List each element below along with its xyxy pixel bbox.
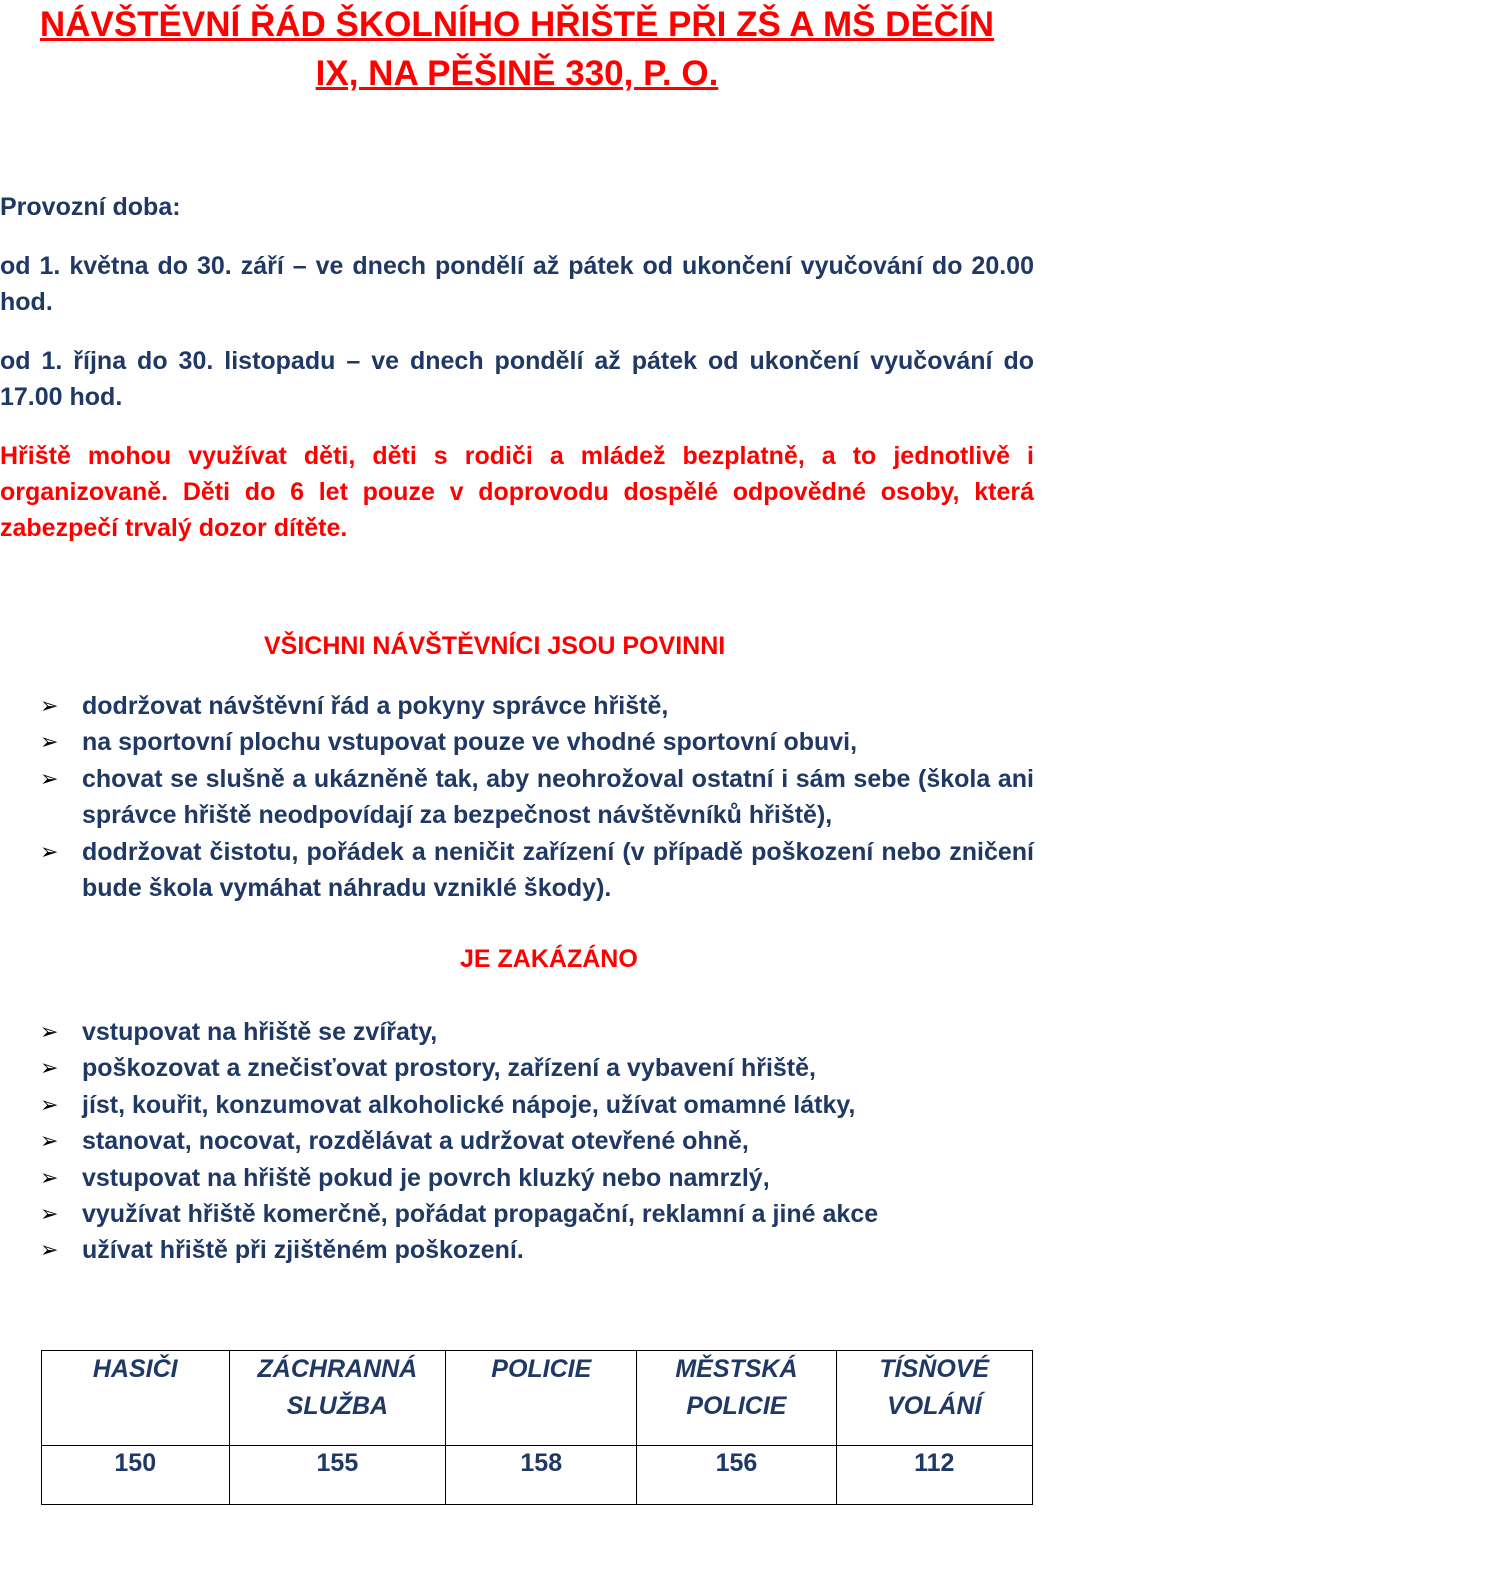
list-item: ➢ na sportovní plochu vstupovat pouze ve vhodné sportovní obuvi,	[40, 724, 1034, 760]
emergency-numbers-table	[41, 1350, 1033, 1505]
arrow-bullet-icon: ➢	[40, 1128, 59, 1154]
arrow-bullet-icon: ➢	[40, 693, 59, 718]
number-emergency-call: 112	[836, 1446, 1032, 1505]
arrow-bullet-icon: ➢	[40, 1055, 59, 1081]
arrow-bullet-icon: ➢	[40, 1164, 59, 1190]
list-item: ➢ vstupovat na hřiště se zvířaty,	[40, 1014, 1034, 1050]
list-item: ➢ jíst, kouřit, konzumovat alkoholické nápoje, užívat omamné látky,	[40, 1087, 1034, 1123]
header-firefighters: HASIČI	[42, 1351, 230, 1446]
arrow-bullet-icon: ➢	[40, 838, 59, 864]
number-firefighters: 150	[42, 1446, 230, 1505]
list-item: ➢ vstupovat na hřiště pokud je povrch kluzký nebo namrzlý,	[40, 1160, 1034, 1196]
number-ambulance: 155	[229, 1446, 446, 1505]
hours-period-summer: od 1. května do 30. září – ve dnech pondělí až pátek od ukončení vyučování do 20.00 hod.	[0, 252, 1034, 316]
list-item: ➢ dodržovat návštěvní řád a pokyny správce hřiště,	[40, 688, 1034, 724]
prohibited-heading: JE ZAKÁZÁNO	[460, 945, 638, 973]
header-emergency-call: TÍSŇOVÉ VOLÁNÍ	[836, 1351, 1032, 1446]
hours-label: Provozní doba:	[0, 193, 181, 221]
duties-heading: VŠICHNI NÁVŠTĚVNÍCI JSOU POVINNI	[264, 632, 726, 660]
title-line-1: NÁVŠTĚVNÍ ŘÁD ŠKOLNÍHO HŘIŠTĚ PŘI ZŠ A MŠ DĚČÍN	[39, 5, 995, 44]
table-header-row	[42, 1351, 1033, 1446]
list-item: ➢ dodržovat čistotu, pořádek a neničit zařízení (v případě poškození nebo zničení bude škola vymáhat náhradu vzniklé škody).	[40, 834, 1034, 907]
usage-notice: Hřiště mohou využívat děti, děti s rodiči a mládež bezplatně, a to jednotlivě i organizovaně. Děti do 6 let pouze v doprovodu dospělé odpovědné osoby, která zabezpečí trvalý dozor dítěte.	[0, 442, 1034, 542]
list-item: ➢ využívat hřiště komerčně, pořádat propagační, reklamní a jiné akce	[40, 1196, 1034, 1232]
header-police: POLICIE	[446, 1351, 637, 1446]
title-line-2: IX, NA PĚŠINĚ 330, P. O.	[315, 54, 719, 93]
arrow-bullet-icon: ➢	[40, 1019, 59, 1044]
prohibited-list	[40, 1014, 1034, 1269]
list-item: ➢ stanovat, nocovat, rozdělávat a udržovat otevřené ohně,	[40, 1123, 1034, 1159]
list-item: ➢ poškozovat a znečisťovat prostory, zařízení a vybavení hřiště,	[40, 1050, 1034, 1086]
number-police: 158	[446, 1446, 637, 1505]
header-ambulance: ZÁCHRANNÁ SLUŽBA	[229, 1351, 446, 1446]
arrow-bullet-icon: ➢	[40, 765, 59, 791]
arrow-bullet-icon: ➢	[40, 729, 59, 755]
header-city-police: MĚSTSKÁ POLICIE	[637, 1351, 836, 1446]
table-row	[42, 1446, 1033, 1505]
arrow-bullet-icon: ➢	[40, 1091, 59, 1117]
arrow-bullet-icon: ➢	[40, 1201, 59, 1227]
page-title	[0, 0, 1034, 98]
number-city-police: 156	[637, 1446, 836, 1505]
hours-period-autumn: od 1. října do 30. listopadu – ve dnech pondělí až pátek od ukončení vyučování do 17.00 hod.	[0, 347, 1034, 411]
list-item: ➢ chovat se slušně a ukázněně tak, aby neohrožoval ostatní i sám sebe (škola ani správce hřiště neodpovídají za bezpečnost návštěvníků hřiště),	[40, 761, 1034, 834]
arrow-bullet-icon: ➢	[40, 1237, 59, 1263]
duties-list	[40, 688, 1034, 906]
list-item: ➢ užívat hřiště při zjištěném poškození.	[40, 1232, 1034, 1268]
